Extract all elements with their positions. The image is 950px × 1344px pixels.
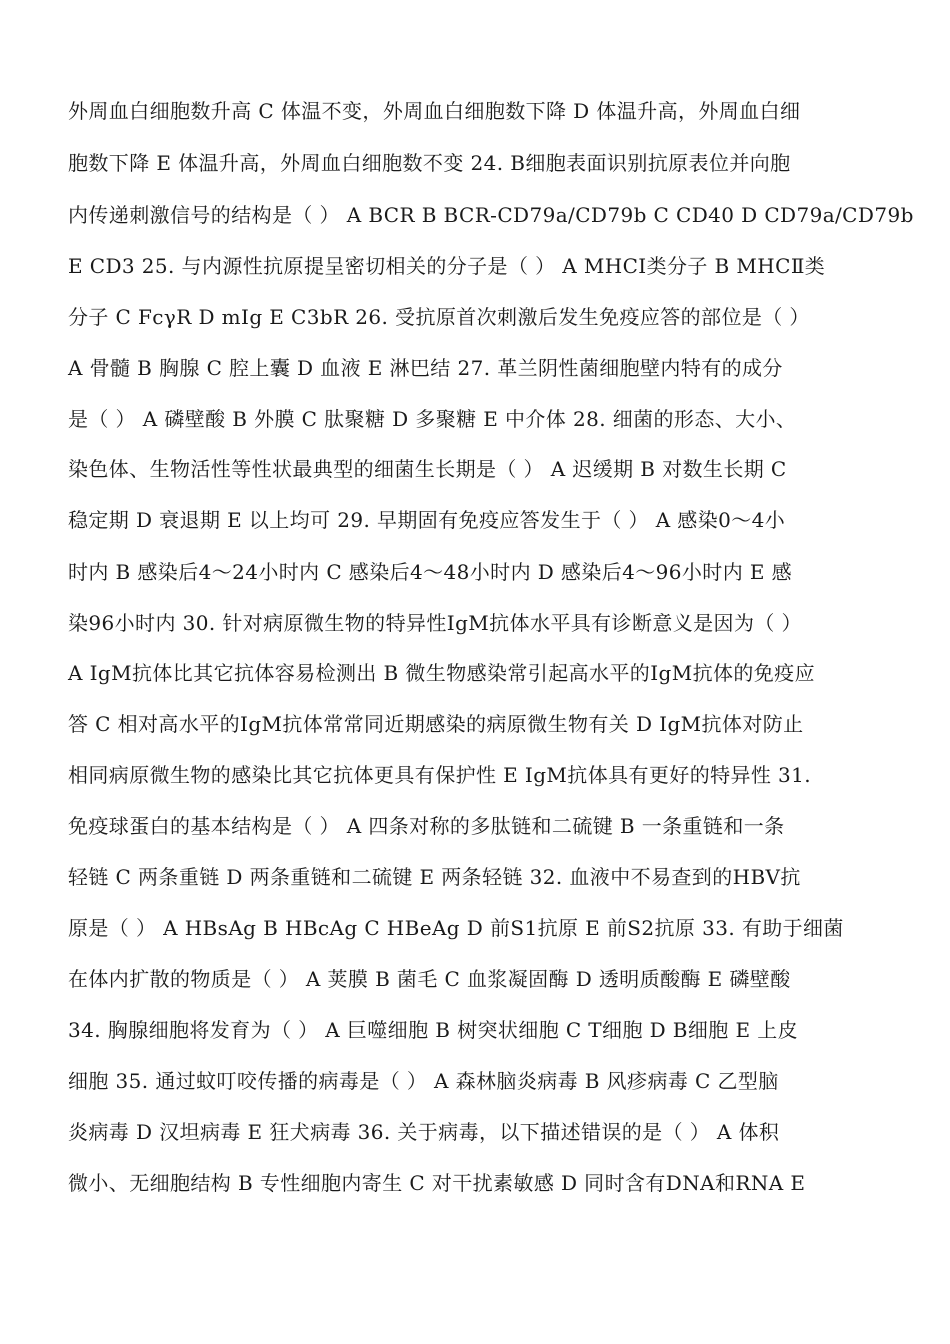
text-line: 稳定期 D 衰退期 E 以上均可 29. 早期固有免疫应答发生于（ ） A 感染0～4小 — [68, 508, 786, 532]
text-line: 染96小时内 30. 针对病原微生物的特异性IgM抗体水平具有诊断意义是因为（ ） — [68, 611, 802, 635]
text-line: A IgM抗体比其它抗体容易检测出 B 微生物感染常引起高水平的IgM抗体的免疫应 — [68, 661, 815, 685]
text-line: 微小、无细胞结构 B 专性细胞内寄生 C 对干扰素敏感 D 同时含有DNA和RNA E — [68, 1171, 806, 1195]
text-line: E CD3 25. 与内源性抗原提呈密切相关的分子是（ ） A MHCⅠ类分子 B MHCⅡ类 — [68, 254, 826, 278]
text-line: 内传递刺激信号的结构是（ ） A BCR B BCR-CD79a/CD79b C CD40 D CD79a/CD79b — [68, 203, 914, 227]
text-line: 是（ ） A 磷壁酸 B 外膜 C 肽聚糖 D 多聚糖 E 中介体 28. 细菌的形态、大小、 — [68, 407, 797, 431]
text-line: 细胞 35. 通过蚊叮咬传播的病毒是（ ） A 森林脑炎病毒 B 风疹病毒 C 乙型脑 — [68, 1069, 779, 1093]
text-line: 答 C 相对高水平的IgM抗体常常同近期感染的病原微生物有关 D IgM抗体对防止 — [68, 712, 804, 736]
text-line: 染色体、生物活性等性状最典型的细菌生长期是（ ） A 迟缓期 B 对数生长期 C — [68, 457, 787, 481]
text-line: 胞数下降 E 体温升高，外周血白细胞数不变 24. B细胞表面识别抗原表位并向胞 — [68, 151, 791, 175]
text-line: 原是（ ） A HBsAg B HBcAg C HBeAg D 前S1抗原 E 前S2抗原 33. 有助于细菌 — [68, 916, 844, 940]
text-line: 免疫球蛋白的基本结构是（ ） A 四条对称的多肽链和二硫键 B 一条重链和一条 — [68, 814, 785, 838]
text-line: 34. 胸腺细胞将发育为（ ） A 巨噬细胞 B 树突状细胞 C T细胞 D B细胞 E 上皮 — [68, 1018, 799, 1042]
text-line: 时内 B 感染后4～24小时内 C 感染后4～48小时内 D 感染后4～96小时内 E 感 — [68, 560, 793, 584]
text-line: 分子 C FcγR D mIg E C3bR 26. 受抗原首次刺激后发生免疫应答的部位是（ ） — [68, 305, 810, 329]
text-line: 相同病原微生物的感染比其它抗体更具有保护性 E IgM抗体具有更好的特异性 31. — [68, 763, 812, 787]
text-line: 炎病毒 D 汉坦病毒 E 狂犬病毒 36. 关于病毒，以下描述错误的是（ ） A 体积 — [68, 1120, 780, 1144]
text-line: 轻链 C 两条重链 D 两条重链和二硫键 E 两条轻链 32. 血液中不易查到的HBV抗 — [68, 865, 801, 889]
text-line: A 骨髓 B 胸腺 C 腔上囊 D 血液 E 淋巴结 27. 革兰阴性菌细胞壁内特有的成分 — [68, 356, 783, 380]
text-line: 外周血白细胞数升高 C 体温不变，外周血白细胞数下降 D 体温升高，外周血白细 — [68, 99, 801, 123]
text-line: 在体内扩散的物质是（ ） A 荚膜 B 菌毛 C 血浆凝固酶 D 透明质酸酶 E 磷壁酸 — [68, 967, 791, 991]
